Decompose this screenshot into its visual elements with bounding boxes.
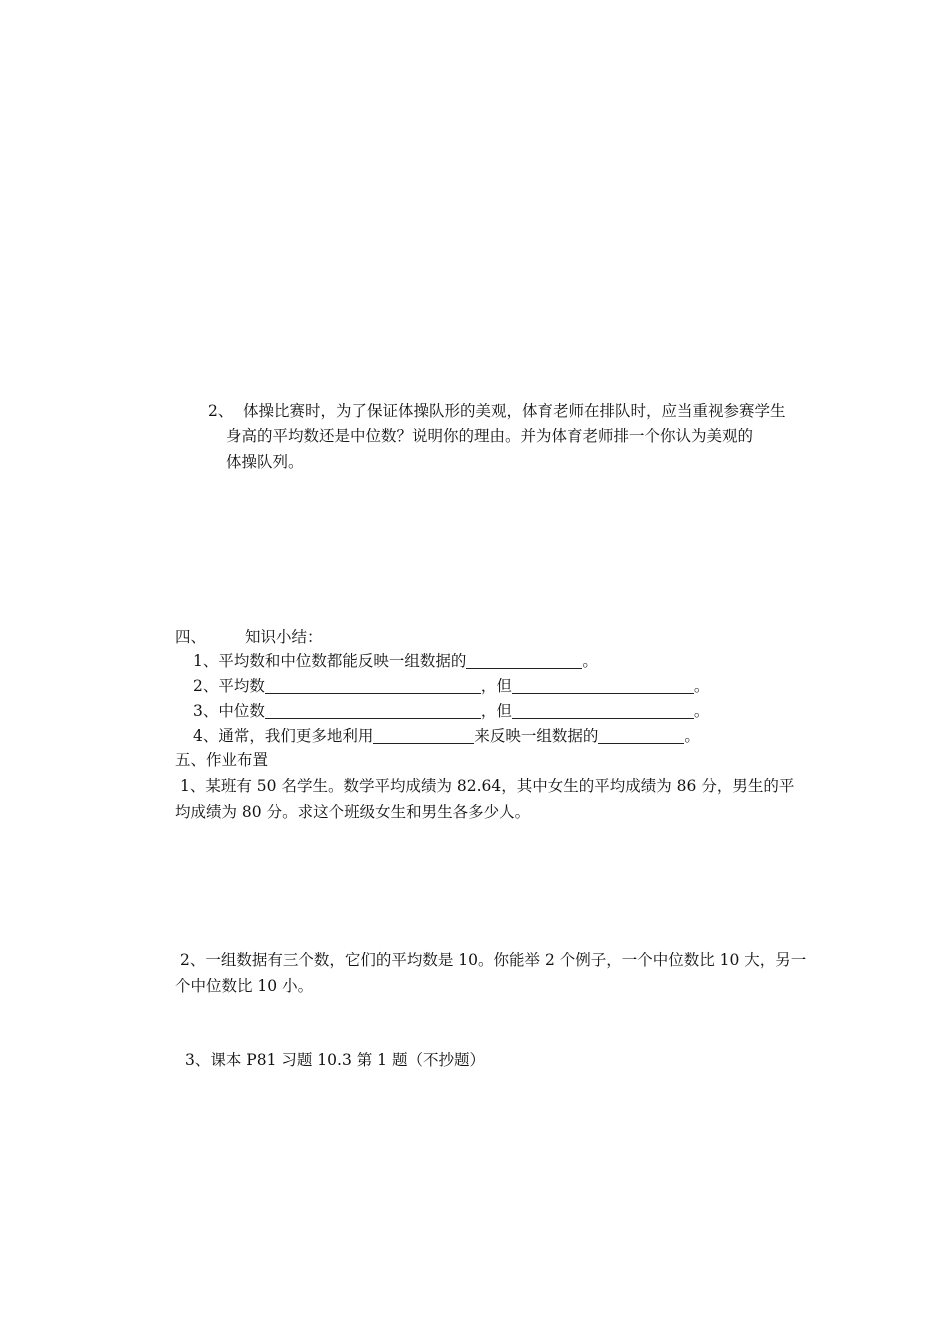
homework-2-line-1: 2、一组数据有三个数，它们的平均数是 10。你能举 2 个例子，一个中位数比 10 大，另一	[180, 951, 807, 969]
question-2-line-2: 身高的平均数还是中位数？说明你的理由。并为体育老师排一个你认为美观的	[226, 427, 754, 445]
question-2-number: 2、	[208, 402, 234, 420]
fill-in-blank[interactable]	[373, 727, 474, 744]
homework-3: 3、课本 P81 习题 10.3 第 1 题（不抄题）	[185, 1051, 485, 1069]
summary-item-2-mid: ，但	[480, 677, 512, 695]
summary-item-2-text: 2、平均数	[193, 677, 265, 695]
summary-item-3-text: 3、中位数	[193, 702, 265, 720]
summary-item-1-text: 1、平均数和中位数都能反映一组数据的	[193, 652, 467, 670]
question-2-line-1: 体操比赛时，为了保证体操队形的美观，体育老师在排队时，应当重视参赛学生	[243, 402, 786, 420]
summary-item-2	[193, 676, 709, 696]
summary-item-3	[193, 701, 709, 721]
summary-heading-title: 知识小结：	[245, 628, 323, 646]
summary-item-1-end: 。	[582, 652, 598, 670]
summary-item-4-mid: 来反映一组数据的	[474, 727, 599, 745]
fill-in-blank[interactable]	[598, 727, 684, 744]
homework-1-line-2: 均成绩为 80 分。求这个班级女生和男生各多少人。	[175, 803, 531, 821]
summary-item-2-end: 。	[693, 677, 710, 695]
summary-item-4	[193, 726, 700, 746]
fill-in-blank[interactable]	[265, 702, 481, 719]
summary-item-3-end: 。	[693, 702, 710, 720]
fill-in-blank[interactable]	[265, 677, 481, 694]
homework-2-line-2: 个中位数比 10 小。	[175, 977, 314, 995]
summary-item-4-text: 4、通常，我们更多地利用	[193, 727, 374, 745]
fill-in-blank[interactable]	[512, 677, 694, 694]
fill-in-blank[interactable]	[466, 652, 582, 669]
fill-in-blank[interactable]	[512, 702, 694, 719]
summary-item-1	[193, 651, 598, 671]
homework-heading: 五、作业布置	[175, 751, 269, 769]
summary-heading-number: 四、	[175, 628, 207, 646]
homework-1-line-1: 1、某班有 50 名学生。数学平均成绩为 82.64，其中女生的平均成绩为 86 分，男生的平	[180, 777, 795, 795]
summary-item-3-mid: ，但	[480, 702, 512, 720]
summary-item-4-end: 。	[684, 727, 700, 745]
question-2-line-3: 体操队列。	[226, 453, 304, 471]
